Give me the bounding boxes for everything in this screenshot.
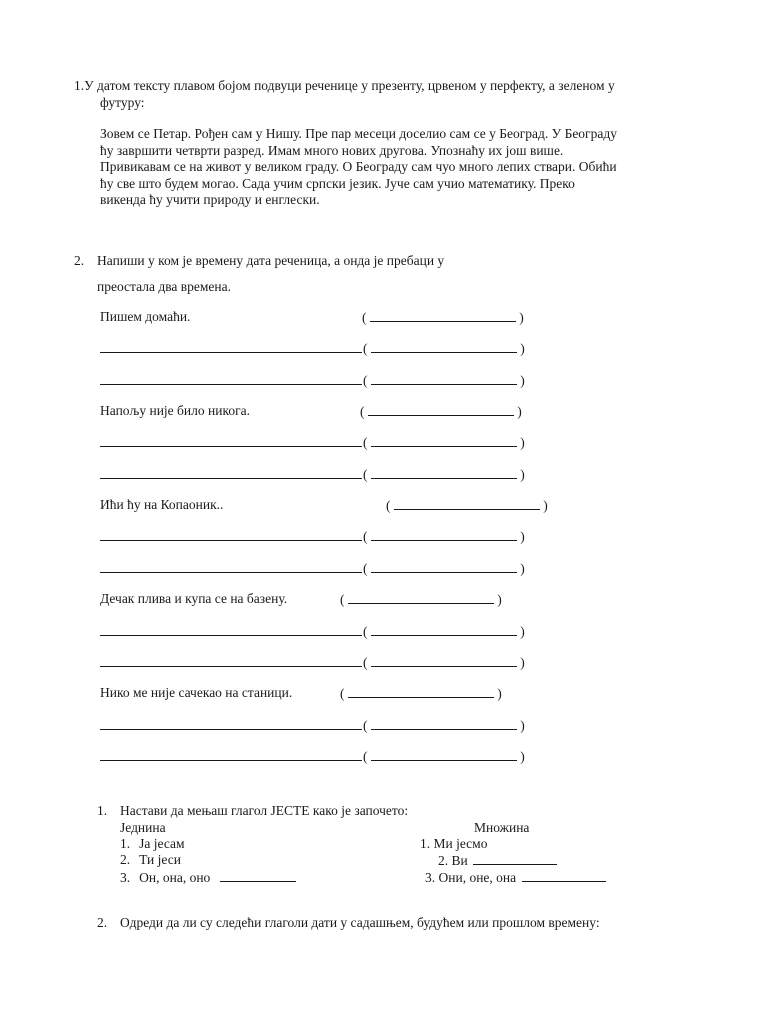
answer-blank[interactable] [220,869,296,882]
answer-line[interactable] [100,446,362,447]
plural-item: 2. Ви [438,852,557,869]
plural-item: 3. Они, оне, она [425,869,606,886]
task3-number: 1. [97,803,108,818]
task4-number: 2. [97,915,108,930]
task1-instruction-line2: футуру: [100,95,145,110]
task1-number: 1. [74,78,85,93]
answer-blank[interactable] [473,852,557,865]
tense-field[interactable]: ( ) [363,561,525,576]
answer-line[interactable] [100,760,362,761]
plural-header: Множина [474,820,530,835]
answer-line[interactable] [100,352,362,353]
sentence-4: Дечак плива и купа се на базену. [100,591,288,606]
tense-field[interactable]: ( ) [363,624,525,639]
tense-field[interactable]: ( ) [363,467,525,482]
singular-header: Једнина [120,820,166,835]
task2-number: 2. [74,253,85,268]
sentence-5: Нико ме није сачекао на станици. [100,685,293,700]
answer-line[interactable] [100,540,362,541]
task1-text-line: ћу све што будем могао. Сада учим српски језик. Јуче сам учио математику. Преко [100,175,575,191]
tense-field-4[interactable]: ( ) [340,592,502,607]
answer-line[interactable] [100,384,362,385]
task1-text [100,126,617,209]
task1-text-line: ћу завршити четврти разред. Имам много нових другова. Упознаћу их још више. [100,142,564,158]
task1-text-line: Привикавам се на живот у великом граду. О Београду сам чуо много лепих ствари. Обићи [100,159,617,174]
sentence-3: Ићи ћу на Копаоник.. [100,497,224,512]
task2-instruction-line2: преостала два времена. [97,279,231,294]
tense-field[interactable]: ( ) [363,373,525,388]
task1-text-line: викенда ћу учити природу и енглески. [100,192,320,207]
plural-item: 1. Ми јесмо [420,836,488,851]
tense-field-3[interactable]: ( ) [386,498,548,513]
singular-item: 2. Ти јеси [120,852,181,867]
sentence-2: Напољу није било никога. [100,403,250,418]
answer-line[interactable] [100,635,362,636]
tense-field[interactable]: ( ) [363,529,525,544]
answer-line[interactable] [100,666,362,667]
answer-line[interactable] [100,478,362,479]
task4-instruction: Одреди да ли су следећи глаголи дати у садашњем, будућем или прошлом времену: [120,915,600,930]
tense-field-1[interactable]: ( ) [362,310,524,325]
answer-line[interactable] [100,572,362,573]
answer-line[interactable] [100,729,362,730]
tense-field[interactable]: ( ) [363,749,525,764]
sentence-1: Пишем домаћи. [100,309,191,324]
task3-instruction: Настави да мењаш глагол ЈЕСТЕ како је започето: [120,803,409,818]
tense-field-5[interactable]: ( ) [340,686,502,701]
task1-text-line: Зовем се Петар. Рођен сам у Нишу. Пре пар месеци доселио сам се у Београд. У Београду [100,126,617,141]
tense-field[interactable]: ( ) [363,435,525,450]
task1-instruction-line1: 1.У датом тексту плавом бојом подвуци реченице у презенту, црвеном у перфекту, а зеленом у [74,78,615,93]
tense-field-2[interactable]: ( ) [360,404,522,419]
task2-instruction-line1: Напиши у ком је времену дата реченица, а онда је пребаци у [97,253,445,268]
tense-field[interactable]: ( ) [363,655,525,670]
tense-field[interactable]: ( ) [363,341,525,356]
answer-blank[interactable] [522,869,606,882]
singular-item: 3. Он, она, оно [120,869,296,886]
tense-field[interactable]: ( ) [363,718,525,733]
singular-item: 1. Ја јесам [120,836,185,851]
